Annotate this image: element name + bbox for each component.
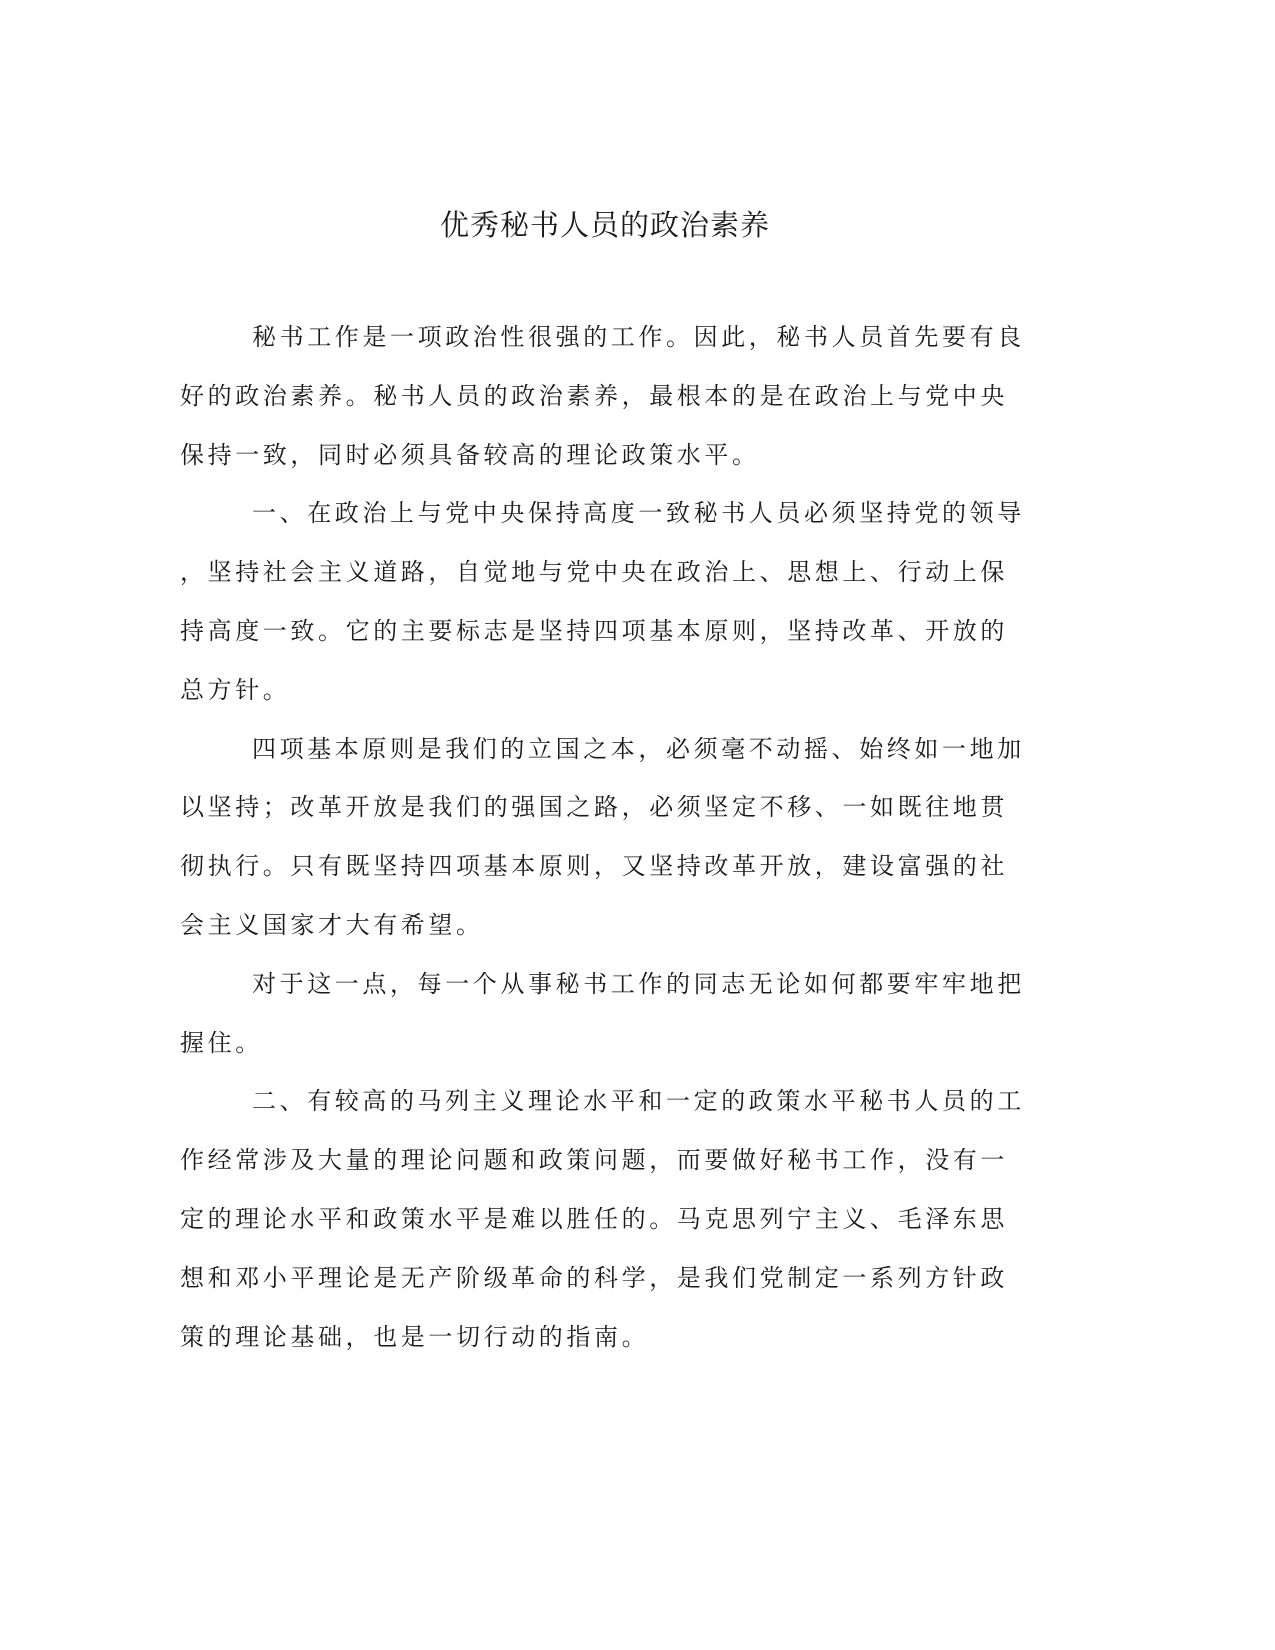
paragraph-1-line: 秘书工作是一项政治性很强的工作。因此，秘书人员首先要有良 (252, 323, 1025, 351)
paragraph-2-line: 总方针。 (180, 675, 291, 704)
paragraph-3-line: 四项基本原则是我们的立国之本，必须毫不动摇、始终如一地加 (252, 734, 1025, 763)
paragraph-2-line: ，坚持社会主义道路，自觉地与党中央在政治上、思想上、行动上保 (180, 558, 1008, 587)
paragraph-1-line: 保持一致，同时必须具备较高的理论政策水平。 (180, 440, 760, 469)
paragraph-2-line: 持高度一致。它的主要标志是坚持四项基本原则，坚持改革、开放的 (180, 616, 1008, 645)
document-title: 优秀秘书人员的政治素养 (439, 208, 770, 242)
paragraph-5-line: 策的理论基础，也是一切行动的指南。 (180, 1322, 650, 1351)
paragraph-3-line: 以坚持；改革开放是我们的强国之路，必须坚定不移、一如既往地贯 (180, 793, 1008, 822)
paragraph-5-line: 二、有较高的马列主义理论水平和一定的政策水平秘书人员的工 (252, 1087, 1025, 1116)
paragraph-2-line: 一、在政治上与党中央保持高度一致秘书人员必须坚持党的领导 (252, 499, 1025, 528)
paragraph-1-line: 好的政治素养。秘书人员的政治素养，最根本的是在政治上与党中央 (180, 381, 1008, 410)
paragraph-3-line: 彻执行。只有既坚持四项基本原则，又坚持改革开放，建设富强的社 (180, 852, 1008, 881)
paragraph-5-line: 作经常涉及大量的理论问题和政策问题，而要做好秘书工作，没有一 (180, 1146, 1008, 1175)
paragraph-4-line: 对于这一点，每一个从事秘书工作的同志无论如何都要牢牢地把 (252, 969, 1025, 998)
paragraph-5-line: 想和邓小平理论是无产阶级革命的科学，是我们党制定一系列方针政 (180, 1263, 1008, 1292)
paragraph-5-line: 定的理论水平和政策水平是难以胜任的。马克思列宁主义、毛泽东思 (180, 1204, 1008, 1233)
paragraph-3-line: 会主义国家才大有希望。 (180, 910, 484, 939)
document-body (180, 319, 1040, 1377)
paragraph-4-line: 握住。 (180, 1028, 263, 1057)
